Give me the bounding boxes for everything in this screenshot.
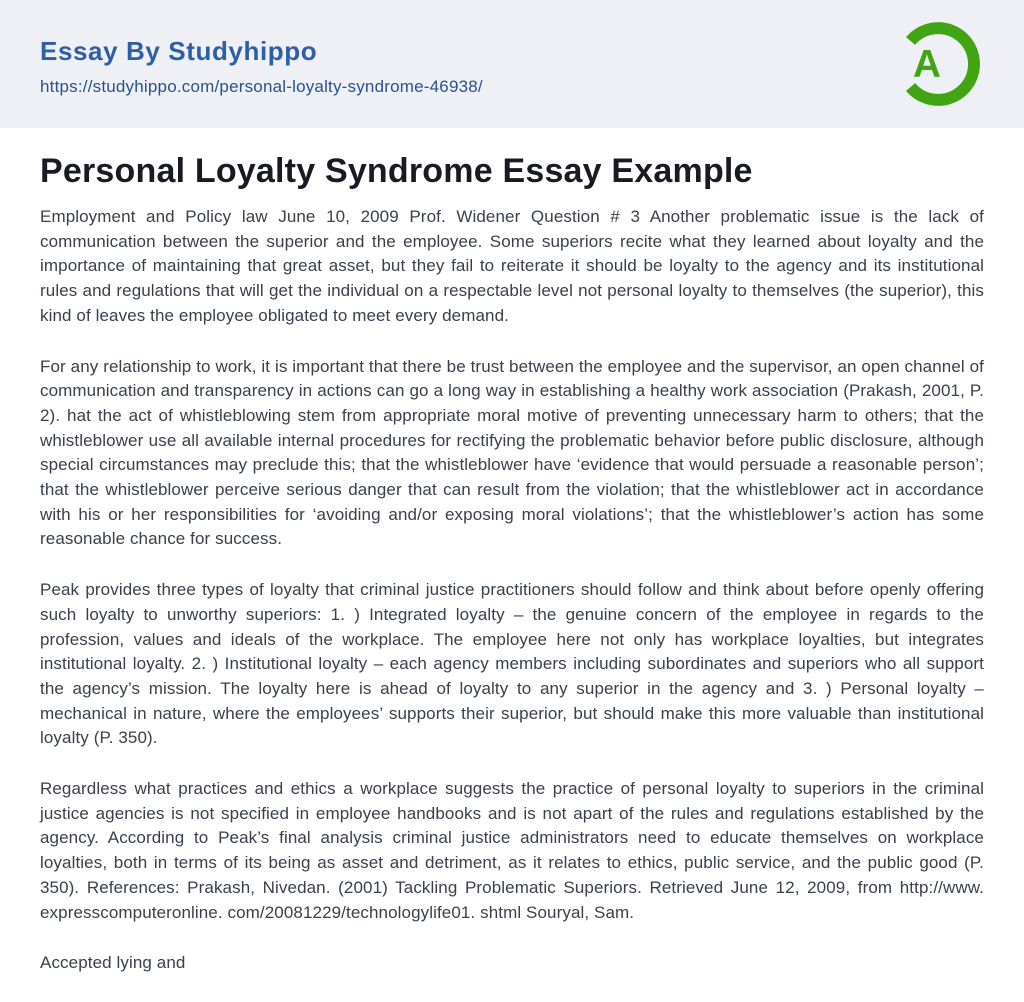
article-paragraph: Peak provides three types of loyalty that criminal justice practitioners should follow and think about before openly offering such loyalty to unworthy superiors: 1. ) Integrated loyalty – the genuine concern of the employee in regards to the profession, values and ideals of the workplace. The employee here not only has workplace loyalties, but integrates institutional loyalty. 2. ) Institutional loyalty – each agency members including subordinates and superiors who all support the agency’s mission. The loyalty here is ahead of loyalty to any superior in the agency and 3. ) Personal loyalty – mechanical in nature, where the employees’ supports their superior, but should make this more valuable than institutional loyalty (P. 350). [40, 580, 984, 748]
logo-letter: A [913, 42, 941, 86]
page-header [0, 0, 1024, 128]
header-text-block [40, 32, 483, 97]
article-paragraph: Accepted lying and [40, 953, 186, 973]
site-title: Essay By Studyhippo [40, 35, 318, 66]
article-paragraph: Employment and Policy law June 10, 2009 Prof. Widener Question # 3 Another problematic issue is the lack of communication between the superior and the employee. Some superiors recite what they learned about loyalty and the importance of maintaining that great asset, but they fail to reiterate it should be loyalty to the agency and its institutional rules and regulations that will get the individual on a respectable level not personal loyalty to themselves (the superior), this kind of leaves the employee obligated to meet every demand. [40, 207, 984, 325]
article-content [0, 128, 1024, 976]
article-paragraph: Regardless what practices and ethics a workplace suggests the practice of personal loyalty to superiors in the criminal justice agencies is not specified in employee handbooks and is not apart of the rules and regulations established by the agency. According to Peak’s final analysis criminal justice administrators need to educate themselves on workplace loyalties, both in terms of its being as asset and detriment, as it relates to ethics, public service, and the public good (P. 350). References: Prakash, Nivedan. (2001) Tackling Problematic Superiors. Retrieved June 12, 2009, from http://www. expresscomputeronline. com/20081229/technologylife01. shtml Souryal, Sam. [40, 779, 984, 922]
article-title: Personal Loyalty Syndrome Essay Example [40, 152, 753, 190]
article-paragraph: For any relationship to work, it is important that there be trust between the employee and the supervisor, an open channel of communication and transparency in actions can go a long way in establishing a healthy work association (Prakash, 2001, P. 2). hat the act of whistleblowing stem from appropriate moral motive of preventing unnecessary harm to others; that the whistleblower use all available internal procedures for rectifying the problematic behavior before public disclosure, although special circumstances may preclude this; that the whistleblower have ‘evidence that would persuade a reasonable person’; that the whistleblower perceive serious danger that can result from the violation; that the whistleblower act in accordance with his or her responsibilities for ‘avoiding and/or exposing moral violations’; that the whistleblower’s action has some reasonable chance for success. [40, 356, 984, 549]
studyhippo-logo-icon [892, 16, 984, 112]
page-url-link[interactable]: https://studyhippo.com/personal-loyalty-syndrome-46938/ [40, 76, 483, 96]
